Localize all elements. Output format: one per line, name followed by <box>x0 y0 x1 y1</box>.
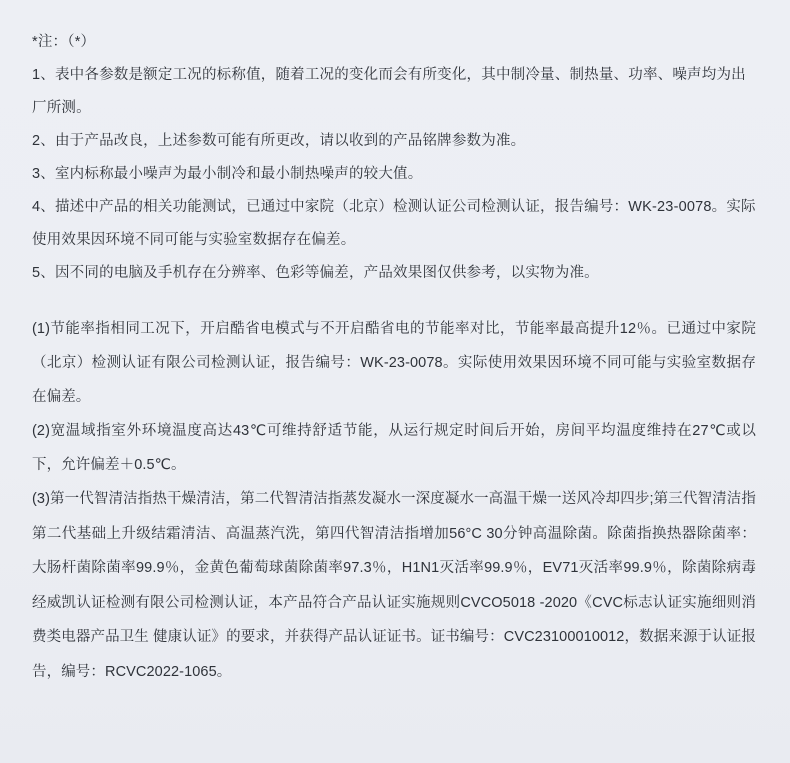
note-heading: *注：（*） <box>32 34 96 50</box>
footnote-1: (1)节能率指相同工况下，开启酷省电模式与不开启酷省电的节能率对比，节能率最高提升12％。已通过中家院（北京）检测认证有限公司检测认证，报告编号：WK-23-0078。实际使用效果因环境不同可能与实验室数据存在偏差。 <box>32 321 756 405</box>
note-item-2: 2、由于产品改良，上述参数可能有所更改，请以收到的产品铭牌参数为准。 <box>32 133 526 149</box>
note-item-4: 4、描述中产品的相关功能测试，已通过中家院（北京）检测认证公司检测认证，报告编号：WK-23-0078。实际使用效果因环境不同可能与实验室数据存在偏差。 <box>32 199 756 248</box>
note-item-1: 1、表中各参数是额定工况的标称值，随着工况的变化而会有所变化，其中制冷量、制热量、功率、噪声均为出厂所测。 <box>32 67 746 116</box>
section-divider <box>32 290 756 312</box>
note-item-5: 5、因不同的电脑及手机存在分辨率、色彩等偏差，产品效果图仅供参考，以实物为准。 <box>32 265 599 281</box>
footnote-3: (3)第一代智清洁指热干燥清洁，第二代智清洁指蒸发凝水一深度凝水一高温干燥一送风冷却四步;第三代智清洁指第二代基础上升级结霜清洁、高温蒸汽洗，第四代智清洁指增加56°C 30分钟高温除菌。除菌指换热器除菌率：大肠杆菌除菌率99.9％，金黄色葡萄球菌除菌率97.3％，H1N1灭活率99.9％，EV71灭活率99.9％，除菌除病毒经威凯认证检测有限公司检测认证，本产品符合产品认证实施规则CVCO5018 -2020《CVC标志认证实施细则消费类电器产品卫生 健康认证》的要求，并获得产品认证证书。证书编号：CVC23100010012，数据来源于认证报告，编号：RCVC2022-1065。 <box>32 491 756 680</box>
notes-section <box>32 26 756 290</box>
footnotes-section <box>32 312 756 689</box>
note-item-3: 3、室内标称最小噪声为最小制冷和最小制热噪声的较大值。 <box>32 166 423 182</box>
footnote-2: (2)宽温域指室外环境温度高达43℃可维持舒适节能，从运行规定时间后开始，房间平均温度维持在27℃或以下，允许偏差＋0.5℃。 <box>32 423 756 473</box>
